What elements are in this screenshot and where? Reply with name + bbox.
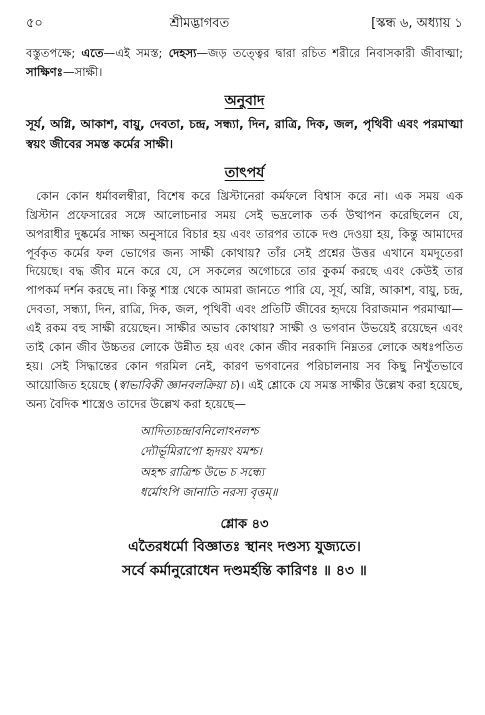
synonym-term: সাক্ষিণঃ <box>26 64 63 79</box>
verse-line: আদিত্যচন্দ্রাবনিলোঽনলশ্চ <box>140 423 259 438</box>
chapter-reference: [স্কন্ধ ৬, অধ্যায় ১ <box>371 16 463 31</box>
synonym-text: —জড় তত্ত্বের দ্বারা রচিত শরীরে নিবাসকারী জীবাত্মা; <box>196 46 463 60</box>
sloka-line: সর্বে কর্মানুরোধেন দণ্ডমর্হন্তি কারিণঃ ॥ ৪৩ ॥ <box>122 562 367 579</box>
sloka-line: এতৈরধর্মো বিজ্ঞাতঃ স্থানং দণ্ডস্য যুজ্যতে। <box>128 538 361 555</box>
translation-heading: অনুবাদ <box>224 92 265 109</box>
sloka-number: শ্লোক ৪৩ <box>220 516 269 532</box>
purport-text: কোন কোন ধর্মাবলম্বীরা, বিশেষ করে খ্রিস্টানেরা কর্মফলে বিশ্বাস করে না। এক সময় এক খ্রিস্টান প্রফেসারের সঙ্গে আলোচনার সময় সেই ভদ্রলোক তর্ক উত্থাপন করেছিলেন যে, অপরাধীর দুষ্কর্মের সাক্ষ্য অনুসারে বিচার হয় এবং তারপর তাকে দণ্ড দেওয়া হয়, কিন্তু আমাদের পূর্বকৃত কর্মের ফল ভোগের জন্য সাক্ষী কোথায়? তাঁর সেই প্রশ্নের উত্তর এখানে যমদূতেরা দিয়েছে। বদ্ধ জীব মনে করে যে, সে সকলের অগোচরে তার কুকর্ম করছে এবং কেউই তার পাপকর্ম দর্শন করছে না। কিন্তু শাস্ত্র থেকে আমরা জানতে পারি যে, সূর্য, অগ্নি, আকাশ, বায়ু, চন্দ্র, দেবতা, সন্ধ্যা, দিন, রাত্রি, দিক, জল, পৃথিবী এবং প্রতিটি জীবের হৃদয়ে বিরাজমান পরমাত্মা—এই রকম বহু সাক্ষী রয়েছেন। সাক্ষীর অভাব কোথায়? সাক্ষী ও ভগবান উভয়েই রয়েছেন এবং তাই কোন জীব উচ্চতর লোকে উন্নীত হয় এবং কোন জীব নরকাদি নিম্নতর লোকে অধঃপতিত হয়। সেই সিদ্ধান্তের কোন গরমিল নেই, কারণ ভগবানের পরিচালনায় সব কিছু নিখুঁতভাবে আয়োজিত হয়েছে ( <box>26 188 463 392</box>
verse-quote <box>140 421 463 503</box>
synonym-text: বস্তুতপক্ষে; <box>26 46 82 60</box>
purport-inline-quote: স্বাভাবিকী জ্ঞানবলক্রিয়া চ <box>118 377 236 392</box>
synonym-text: —সাক্ষী। <box>62 64 103 79</box>
verse-line: দ্যৌর্ভূমিরাপো হৃদয়ং যমশ্চ। <box>140 444 262 459</box>
verse-line: ধর্মোঽপি জানাতি নরস্য বৃত্তম্॥ <box>140 485 278 500</box>
synonym-term: এতে <box>81 46 104 60</box>
page-number: ৫০ <box>26 16 43 31</box>
page-header <box>26 14 463 34</box>
purport-heading: তাৎপর্য <box>224 164 265 181</box>
synonyms-paragraph <box>26 44 463 82</box>
translation-text: সূর্য, অগ্নি, আকাশ, বায়ু, দেবতা, চন্দ্র, সন্ধ্যা, দিন, রাত্রি, দিক, জল, পৃথিবী এবং পরমাত্মা স্বয়ং জীবের সমস্ত কর্মের সাক্ষী। <box>26 116 463 152</box>
purport-paragraph <box>26 187 463 414</box>
synonym-term: দেহস্য <box>168 46 197 60</box>
book-title: শ্রীমদ্ভাগবত <box>169 16 230 31</box>
verse-line: অহশ্চ রাত্রিশ্চ উভে চ সন্ধ্যে <box>140 464 265 479</box>
synonym-text: —এই সমস্ত; <box>103 46 169 60</box>
purport-text: )। এই শ্লোকে যে সমস্ত সাক্ষীর উল্লেখ করা হয়েছে, অন্য বৈদিক শাস্ত্রেও তাদের উল্লেখ করা হয়েছে— <box>26 377 463 411</box>
